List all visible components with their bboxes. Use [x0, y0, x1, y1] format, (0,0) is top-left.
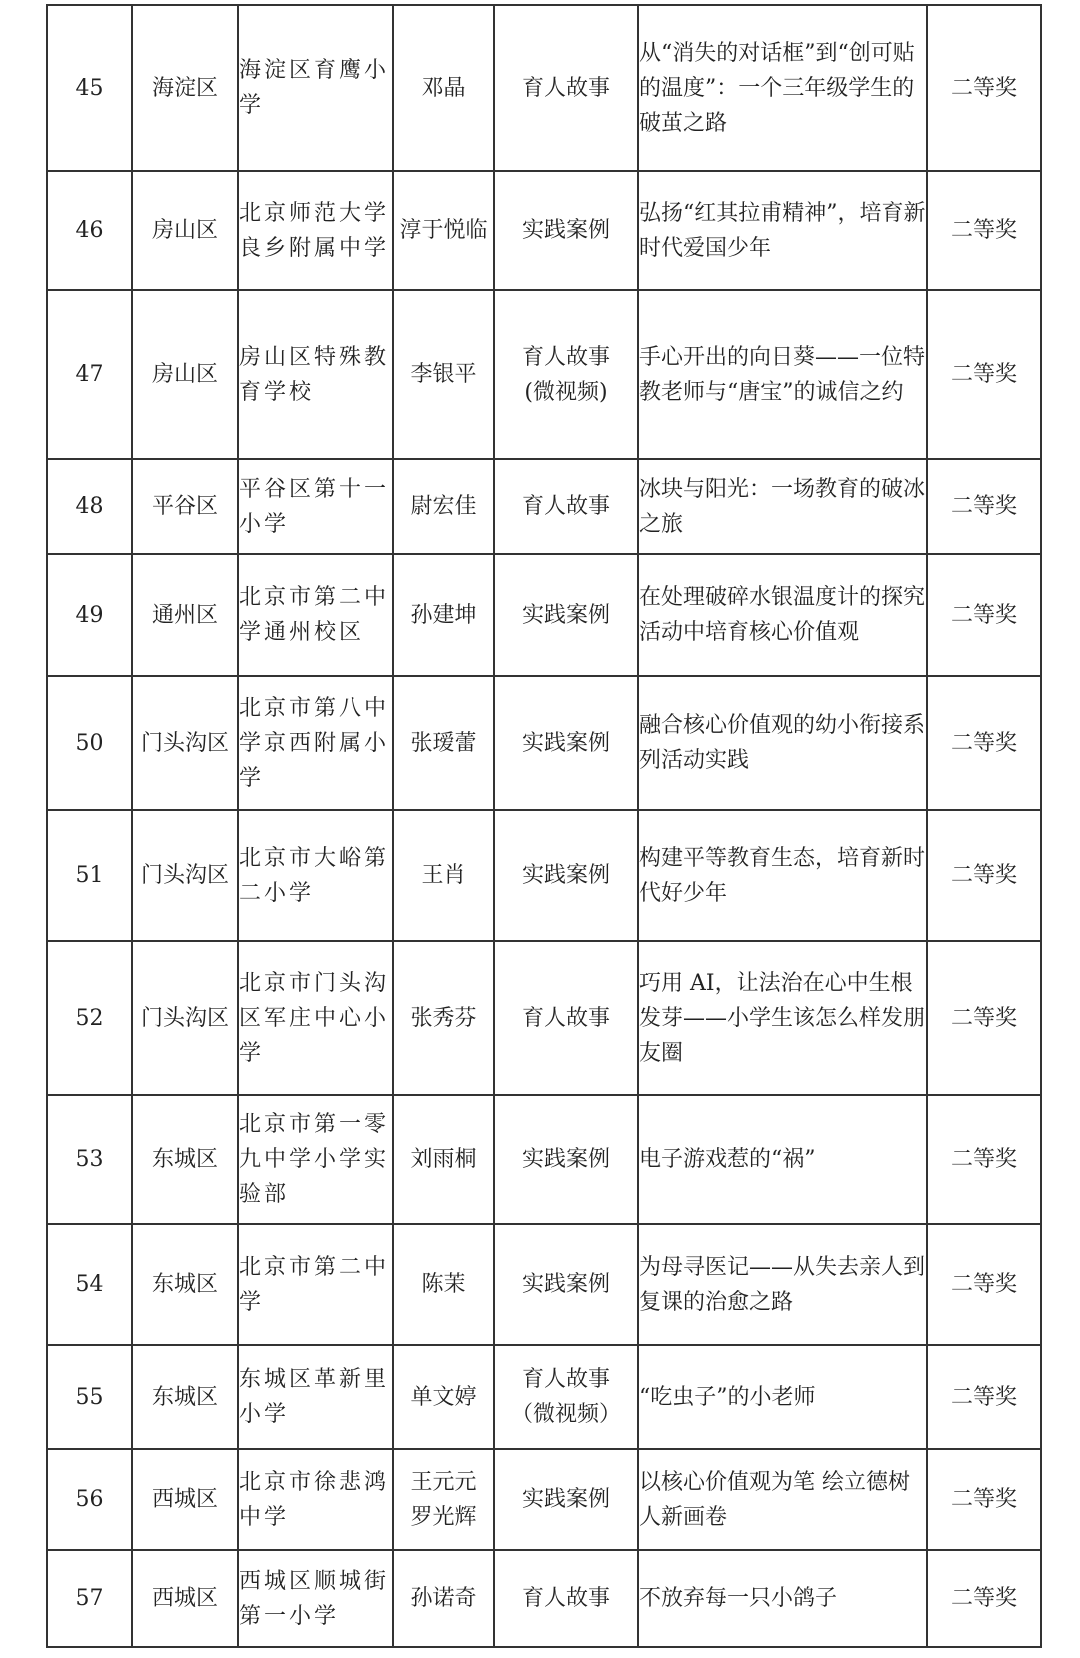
entry-type-line: 育人故事 — [521, 344, 610, 370]
row-number: 56 — [47, 1449, 132, 1550]
author-name-line: 孙诺奇 — [410, 1586, 477, 1611]
author-name-line: 张瑷蕾 — [410, 730, 477, 756]
award-level: 二等奖 — [927, 1095, 1041, 1224]
row-number: 46 — [47, 171, 132, 290]
author-name — [393, 554, 494, 676]
row-number: 57 — [47, 1550, 132, 1647]
award-level: 二等奖 — [927, 459, 1041, 554]
entry-type — [494, 1224, 638, 1345]
entry-type — [494, 1095, 638, 1224]
table-row — [47, 554, 1041, 676]
entry-title: 构建平等教育生态，培育新时代好少年 — [638, 810, 927, 941]
entry-type-line: 育人故事 — [521, 75, 610, 101]
school: 北京市第二中学 — [238, 1224, 393, 1345]
table-row — [47, 290, 1041, 459]
school: 北京市第八中学京西附属小学 — [238, 676, 393, 810]
district: 西城区 — [132, 1449, 238, 1550]
author-name-line: 张秀芬 — [410, 1005, 477, 1031]
author-name-line: 王肖 — [421, 863, 466, 888]
school: 北京市门头沟区军庄中心小学 — [238, 941, 393, 1095]
author-name — [393, 1095, 494, 1224]
row-number: 52 — [47, 941, 132, 1095]
school: 平谷区第十一小学 — [238, 459, 393, 554]
entry-type-line: 实践案例 — [521, 218, 610, 243]
row-number: 48 — [47, 459, 132, 554]
award-level: 二等奖 — [927, 810, 1041, 941]
entry-title: 以核心价值观为笔 绘立德树人新画卷 — [638, 1449, 927, 1550]
entry-type-line: 实践案例 — [521, 863, 610, 888]
row-number: 54 — [47, 1224, 132, 1345]
entry-type — [494, 810, 638, 941]
district: 房山区 — [132, 290, 238, 459]
table-body — [47, 5, 1041, 1647]
entry-type-line: 育人故事 — [521, 494, 610, 519]
entry-type — [494, 1550, 638, 1647]
table-row — [47, 1449, 1041, 1550]
author-name — [393, 290, 494, 459]
entry-title: 冰块与阳光：一场教育的破冰之旅 — [638, 459, 927, 554]
entry-type-line: 实践案例 — [521, 730, 610, 756]
author-name — [393, 810, 494, 941]
award-level: 二等奖 — [927, 1449, 1041, 1550]
author-name — [393, 1449, 494, 1550]
district: 东城区 — [132, 1224, 238, 1345]
school: 东城区革新里小学 — [238, 1345, 393, 1449]
entry-title: 弘扬“红其拉甫精神”，培育新时代爱国少年 — [638, 171, 927, 290]
district: 东城区 — [132, 1095, 238, 1224]
author-name — [393, 676, 494, 810]
award-level: 二等奖 — [927, 171, 1041, 290]
entry-type-line: 育人故事 — [521, 1005, 610, 1031]
entry-title: 从“消失的对话框”到“创可贴的温度”：一个三年级学生的破茧之路 — [638, 5, 927, 171]
award-level: 二等奖 — [927, 1345, 1041, 1449]
table-row — [47, 1095, 1041, 1224]
award-level: 二等奖 — [927, 941, 1041, 1095]
district: 门头沟区 — [132, 941, 238, 1095]
table-row — [47, 1345, 1041, 1449]
district: 平谷区 — [132, 459, 238, 554]
entry-type-line: 实践案例 — [521, 1272, 610, 1297]
award-level: 二等奖 — [927, 1224, 1041, 1345]
table-row — [47, 1550, 1041, 1647]
author-name-line: 王元元 — [410, 1469, 477, 1495]
row-number: 47 — [47, 290, 132, 459]
author-name-line: 刘雨桐 — [410, 1147, 477, 1172]
entry-type — [494, 941, 638, 1095]
entry-title: 电子游戏惹的“祸” — [638, 1095, 927, 1224]
author-name — [393, 941, 494, 1095]
row-number: 45 — [47, 5, 132, 171]
entry-title: “吃虫子”的小老师 — [638, 1345, 927, 1449]
row-number: 53 — [47, 1095, 132, 1224]
author-name-line: 单文婷 — [410, 1384, 477, 1410]
author-name-line: 陈茉 — [421, 1272, 466, 1297]
entry-type — [494, 676, 638, 810]
table-row — [47, 5, 1041, 171]
district: 海淀区 — [132, 5, 238, 171]
entry-type-line: 育人故事 — [521, 1367, 610, 1392]
author-name — [393, 5, 494, 171]
entry-type — [494, 554, 638, 676]
entry-type — [494, 290, 638, 459]
entry-type — [494, 5, 638, 171]
school: 北京师范大学良乡附属中学 — [238, 171, 393, 290]
entry-type-line: 实践案例 — [521, 1487, 610, 1512]
school: 北京市第一零九中学小学实验部 — [238, 1095, 393, 1224]
district: 门头沟区 — [132, 810, 238, 941]
school: 北京市第二中学通州校区 — [238, 554, 393, 676]
entry-type — [494, 171, 638, 290]
district: 东城区 — [132, 1345, 238, 1449]
table-row — [47, 1224, 1041, 1345]
entry-title: 巧用 AI，让法治在心中生根发芽——小学生该怎么样发朋友圈 — [638, 941, 927, 1095]
district: 门头沟区 — [132, 676, 238, 810]
entry-type-line: （微视频） — [510, 1402, 621, 1427]
award-level: 二等奖 — [927, 5, 1041, 171]
entry-type-line: 实践案例 — [521, 1147, 610, 1172]
entry-type — [494, 459, 638, 554]
author-name — [393, 1224, 494, 1345]
entry-type-line: 育人故事 — [521, 1586, 610, 1611]
row-number: 55 — [47, 1345, 132, 1449]
table-row — [47, 941, 1041, 1095]
author-name — [393, 1345, 494, 1449]
author-name — [393, 459, 494, 554]
awards-table — [46, 4, 1042, 1648]
award-level: 二等奖 — [927, 290, 1041, 459]
school: 北京市徐悲鸿中学 — [238, 1449, 393, 1550]
table-row — [47, 459, 1041, 554]
author-name-line: 孙建坤 — [410, 602, 477, 628]
author-name — [393, 171, 494, 290]
table-row — [47, 171, 1041, 290]
entry-title: 手心开出的向日葵——一位特教老师与“唐宝”的诚信之约 — [638, 290, 927, 459]
entry-type — [494, 1449, 638, 1550]
table-row — [47, 810, 1041, 941]
row-number: 51 — [47, 810, 132, 941]
entry-type — [494, 1345, 638, 1449]
author-name — [393, 1550, 494, 1647]
author-name-line: 尉宏佳 — [410, 494, 477, 519]
table-row — [47, 676, 1041, 810]
entry-type-line: 实践案例 — [521, 602, 610, 628]
entry-title: 为母寻医记——从失去亲人到复课的治愈之路 — [638, 1224, 927, 1345]
entry-type-line: (微视频) — [524, 379, 608, 405]
district: 通州区 — [132, 554, 238, 676]
award-level: 二等奖 — [927, 676, 1041, 810]
district: 西城区 — [132, 1550, 238, 1647]
author-name-line: 李银平 — [410, 362, 477, 387]
district: 房山区 — [132, 171, 238, 290]
entry-title: 不放弃每一只小鸽子 — [638, 1550, 927, 1647]
entry-title: 融合核心价值观的幼小衔接系列活动实践 — [638, 676, 927, 810]
school: 房山区特殊教育学校 — [238, 290, 393, 459]
award-level: 二等奖 — [927, 554, 1041, 676]
row-number: 49 — [47, 554, 132, 676]
author-name-line: 罗光辉 — [410, 1504, 477, 1530]
school: 北京市大峪第二小学 — [238, 810, 393, 941]
author-name-line: 邓晶 — [421, 75, 466, 101]
entry-title: 在处理破碎水银温度计的探究活动中培育核心价值观 — [638, 554, 927, 676]
school: 海淀区育鹰小学 — [238, 5, 393, 171]
school: 西城区顺城街第一小学 — [238, 1550, 393, 1647]
award-level: 二等奖 — [927, 1550, 1041, 1647]
row-number: 50 — [47, 676, 132, 810]
author-name-line: 淳于悦临 — [399, 218, 488, 243]
